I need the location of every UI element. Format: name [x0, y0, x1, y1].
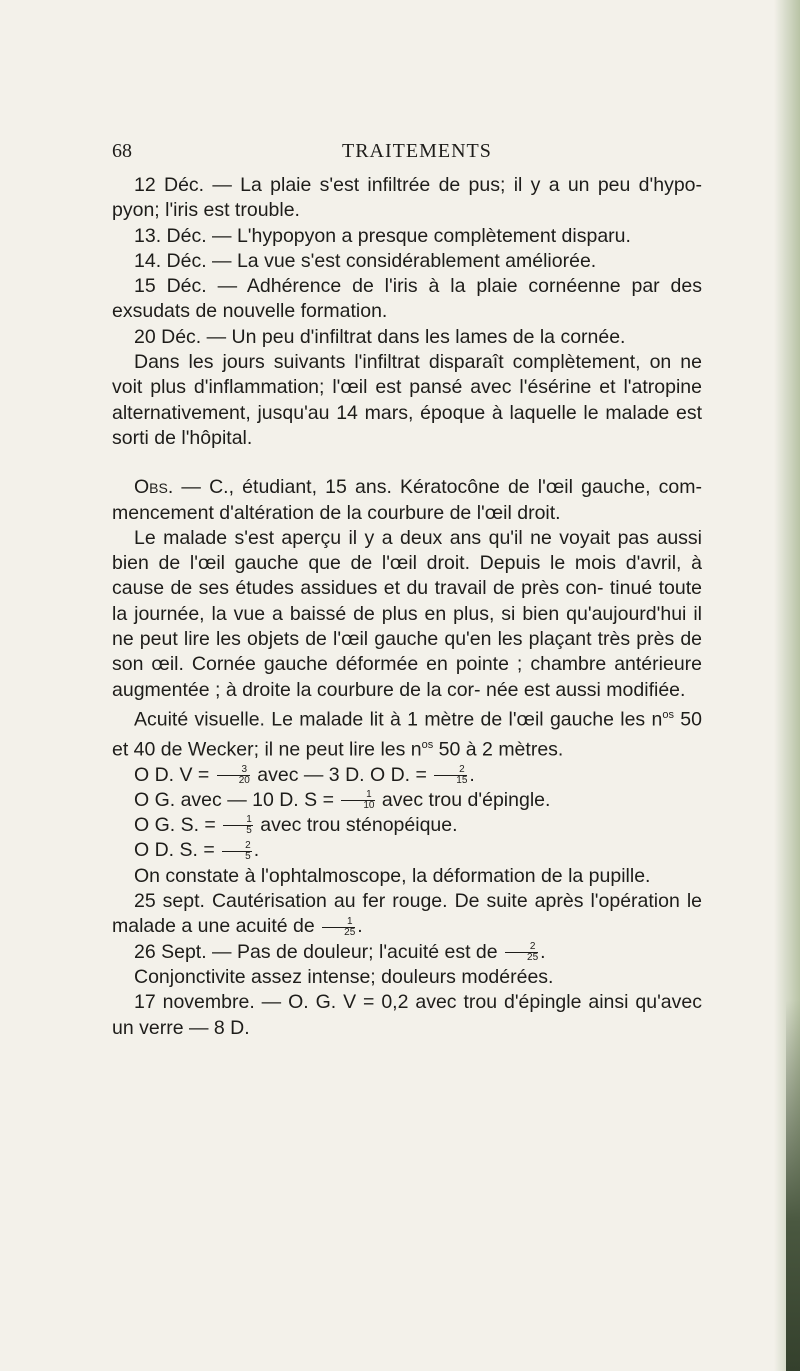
text-fragment: avec — 3 D. O D. = — [251, 763, 433, 786]
fraction-numerator: 2 — [434, 765, 467, 776]
binding-shadow — [786, 1000, 800, 1371]
text-line: Dans les jours suivants l'infiltrat disparaît complètement, on — [134, 351, 672, 374]
text-line: 25 sept. Cautérisation au fer rouge. De suite après l'opération — [134, 890, 680, 913]
text-line: chambre antérieure augmentée ; à droite la courbure de la cor- — [112, 653, 703, 701]
paragraph-14-dec: 14. Déc. — La vue s'est considérablement améliorée. — [134, 249, 597, 272]
text-line: qu'aujourd'hui il ne peut lire les objets de l'œil gauche qu'en les — [112, 602, 702, 651]
text-fragment: avec trou d'épingle. — [376, 788, 551, 811]
text-line: pyon; l'iris est trouble. — [112, 199, 300, 222]
text-line: 12 Déc. — La plaie s'est infiltrée de pus; il y a un peu d'hypo- — [134, 174, 702, 196]
text-line: exsudats de nouvelle formation. — [112, 300, 388, 323]
superscript: os — [421, 738, 434, 751]
fraction — [222, 841, 252, 862]
obs-label: Obs. — [134, 476, 174, 499]
body-text — [112, 173, 702, 1041]
text-line: aussi bien de l'œil gauche que de l'œil droit. Depuis le mois — [112, 526, 702, 575]
fraction — [217, 765, 250, 786]
fraction — [434, 765, 467, 786]
fraction — [505, 942, 538, 963]
text-fragment: O G. avec — 10 D. S = — [134, 788, 340, 811]
paragraph-25-sept — [112, 889, 702, 940]
fraction-denominator: 15 — [456, 774, 468, 786]
page-number: 68 — [112, 140, 132, 162]
text-line: qu'avec un verre — 8 D. — [112, 991, 702, 1039]
observation-heading-paragraph — [112, 475, 702, 526]
fraction-numerator: 3 — [217, 765, 250, 776]
text-line: l'atropine alternativement, jusqu'au 14 mars, époque à laquelle — [112, 376, 702, 424]
paragraph-15-dec — [112, 274, 702, 325]
measure-og-2 — [112, 813, 702, 838]
fraction-numerator: 1 — [341, 790, 374, 801]
paragraph-acuity — [112, 703, 702, 763]
text-fragment: 50 et 40 de Wecker; il ne peut lire les n — [112, 708, 702, 761]
text-line: le malade est sorti de l'hôpital. — [112, 401, 703, 449]
text-line: 15 Déc. — Adhérence de l'iris à la plaie cornéenne par des — [134, 275, 702, 298]
text-fragment: 26 Sept. — Pas de douleur; l'acuité est de — [134, 940, 504, 963]
fraction — [341, 790, 374, 811]
fraction — [223, 815, 253, 836]
paragraph-ophtalmoscope: On constate à l'ophtalmoscope, la déformation de la pupille. — [134, 864, 651, 887]
fraction-denominator: 5 — [246, 825, 252, 837]
text-line: plaçant très près de son œil. Cornée gauche déformée en pointe ; — [112, 628, 703, 676]
fraction-denominator: 5 — [245, 850, 251, 862]
text-fragment: le malade a une acuité de — [112, 890, 702, 938]
paragraph-13-dec: 13. Déc. — L'hypopyon a presque complètement disparu. — [134, 224, 631, 247]
paragraph-history — [112, 526, 702, 703]
text-line: Acuité visuelle. Le malade lit à 1 mètre de l'œil gauche les — [134, 708, 646, 731]
fraction — [322, 917, 355, 938]
page-header — [112, 140, 702, 170]
text-fragment: avec trou sténopéique. — [254, 814, 458, 837]
text-fragment: n — [651, 708, 663, 731]
paragraph-17-novembre — [112, 990, 702, 1041]
measure-od-1 — [112, 763, 702, 788]
fraction-numerator: 2 — [222, 841, 252, 852]
running-title: TRAITEMENTS — [342, 140, 492, 162]
measure-og-1 — [112, 788, 702, 813]
paragraph-26-sept — [112, 940, 702, 965]
paragraph-20-dec: 20 Déc. — Un peu d'infiltrat dans les lames de la cornée. — [134, 325, 626, 348]
fraction-numerator: 1 — [322, 917, 355, 928]
text-line: Le malade s'est aperçu il y a deux ans qu'il ne voyait pas — [134, 526, 650, 549]
text-line: 17 novembre. — O. G. V = 0,2 avec trou d'épingle ainsi — [134, 991, 629, 1014]
text-fragment: O D. S. = — [134, 839, 221, 862]
fraction-denominator: 20 — [238, 774, 250, 786]
text-fragment: . — [540, 940, 546, 963]
text-line: d'avril, à cause de ses études assidues et du travail de près con- — [112, 552, 702, 600]
fraction-denominator: 25 — [344, 926, 356, 938]
measure-od-2 — [112, 838, 702, 863]
paragraph-conjonctivite: Conjonctivite assez intense; douleurs modérées. — [134, 965, 554, 988]
superscript: os — [662, 708, 674, 721]
text-fragment: O G. S. = — [134, 814, 222, 837]
text-fragment: . — [253, 839, 260, 862]
page-edge-shadow — [774, 0, 800, 1371]
text-line: ne voit plus d'inflammation; l'œil est pansé avec l'ésérine et — [112, 351, 702, 399]
paragraph-following-days — [112, 350, 702, 451]
fraction-denominator: 10 — [363, 800, 375, 812]
fraction-denominator: 25 — [527, 951, 539, 963]
text-fragment: . — [357, 915, 363, 938]
fraction-numerator: 1 — [223, 815, 253, 826]
text-line: née est aussi modifiée. — [485, 678, 686, 701]
text-line: — C., étudiant, 15 ans. Kératocône de l'œil gauche, com- — [173, 476, 702, 499]
text-fragment: O D. V = — [134, 763, 215, 786]
fraction-numerator: 2 — [505, 942, 538, 953]
paragraph-12-dec — [112, 173, 702, 224]
text-line: tinué toute la journée, la vue a baissé de plus en plus, si bien — [112, 577, 702, 625]
text-line: mencement d'altération de la courbure de l'œil droit. — [112, 501, 561, 524]
text-fragment: . — [469, 763, 475, 786]
text-fragment: 50 à 2 mètres. — [433, 738, 564, 761]
